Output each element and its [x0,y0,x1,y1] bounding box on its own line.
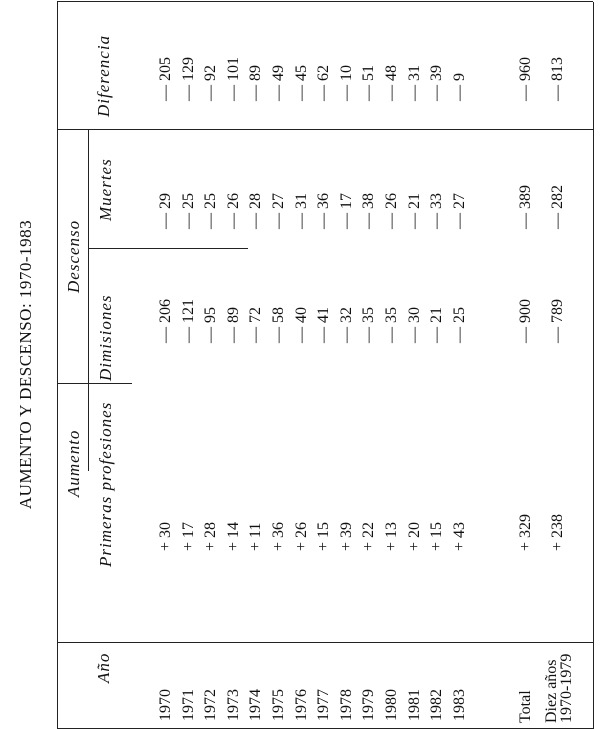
cell-primeras: + 17 [179,521,197,551]
cell-muertes: — 17 [337,193,355,229]
cell-diferencia: — 89 [247,65,265,101]
cell-primeras: + 28 [202,521,220,551]
cell-primeras: + 15 [428,521,446,551]
cell-year: 1975 [270,689,287,721]
cell-year: 1979 [360,689,378,721]
cell-year: 1980 [383,689,400,721]
cell-muertes: — 26 [383,193,400,229]
cell-diferencia: — 62 [315,65,333,101]
totals-label-line: 1970-1979 [558,653,575,723]
cell-dimisiones: — 58 [270,307,287,343]
cell-primeras: + 43 [450,521,468,551]
cell-primeras: + 20 [405,521,423,551]
totals-label [518,690,533,723]
cell-muertes: — 27 [450,193,468,229]
cell-primeras: + 30 [157,521,174,551]
header-descenso: Descenso [64,219,83,293]
cell-total-dimisiones: — 789 [549,299,566,343]
cell-year: 1983 [450,689,468,721]
header-rule-descenso [88,130,89,471]
cell-total-muertes: — 282 [549,185,566,229]
cell-year: 1981 [405,689,423,721]
cell-dimisiones: — 21 [428,307,446,343]
cell-year: 1970 [157,689,174,721]
cell-muertes: — 25 [179,193,197,229]
cell-diferencia: — 9 [450,73,468,101]
cell-diferencia: — 31 [405,65,423,101]
rule-right-edge [57,1,593,2]
cell-muertes: — 33 [428,193,446,229]
totals-label-line: Total [517,690,534,723]
cell-muertes: — 28 [247,193,265,229]
cell-dimisiones: — 89 [224,307,242,343]
page-title: AUMENTO Y DESCENSO: 1970-1983 [16,219,35,510]
cell-muertes: — 38 [360,193,378,229]
cell-dimisiones: — 40 [292,307,310,343]
cell-primeras: + 26 [292,521,310,551]
cell-dimisiones: — 25 [450,307,468,343]
cell-primeras: + 11 [247,522,265,551]
cell-dimisiones: — 32 [337,307,355,343]
cell-year: 1971 [179,689,197,721]
cell-muertes: — 36 [315,193,333,229]
cell-diferencia: — 49 [270,65,287,101]
table-bottom-rule [593,2,594,729]
cell-diferencia: — 205 [157,57,174,101]
cell-total-muertes: — 389 [517,185,534,229]
cell-primeras: + 39 [337,521,355,551]
header-diferencia: Diferencia [94,34,113,117]
cell-diferencia: — 129 [179,57,197,101]
cell-dimisiones: — 41 [315,307,333,343]
rule-diferencia-col [57,129,593,130]
cell-diferencia: — 51 [360,65,378,101]
cell-primeras: + 13 [383,521,400,551]
cell-year: 1976 [292,689,310,721]
header-year: Año [94,652,113,683]
cell-year: 1974 [247,689,265,721]
cell-total-dimisiones: — 900 [517,299,534,343]
header-muertes: Muertes [96,158,115,221]
cell-muertes: — 21 [405,193,423,229]
cell-muertes: — 25 [202,193,220,229]
cell-dimisiones: — 35 [383,307,400,343]
cell-year: 1978 [337,689,355,721]
table-top-rule [57,2,58,729]
cell-total-diferencia: — 813 [549,57,566,101]
header-primeras: Primeras profesiones [96,401,115,567]
rule-totals-sep [57,642,593,643]
cell-diferencia: — 45 [292,65,310,101]
totals-label-line: Diez años [543,659,560,723]
header-dimisiones: Dimisiones [96,294,115,381]
cell-muertes: — 26 [224,193,242,229]
cell-year: 1973 [224,689,242,721]
cell-muertes: — 29 [157,193,174,229]
cell-total-primeras: + 329 [517,513,534,551]
cell-primeras: + 36 [270,521,287,551]
cell-year: 1977 [315,689,333,721]
cell-diferencia: — 101 [224,57,242,101]
cell-year: 1982 [428,689,446,721]
cell-muertes: — 31 [292,193,310,229]
cell-year: 1972 [202,689,220,721]
header-aumento: Aumento [64,429,83,497]
cell-muertes: — 27 [270,193,287,229]
cell-diferencia: — 48 [383,65,400,101]
cell-diferencia: — 39 [428,65,446,101]
cell-primeras: + 22 [360,521,378,551]
cell-dimisiones: — 72 [247,307,265,343]
rule-muertes-col [88,248,248,249]
cell-primeras: + 14 [224,521,242,551]
cell-diferencia: — 10 [337,65,355,101]
cell-dimisiones: — 206 [157,299,174,343]
cell-total-primeras: + 238 [549,513,566,551]
rule-primeras-col [57,383,132,384]
cell-dimisiones: — 30 [405,307,423,343]
totals-label [544,654,574,723]
cell-diferencia: — 92 [202,65,220,101]
cell-dimisiones: — 121 [179,299,197,343]
cell-dimisiones: — 35 [360,307,378,343]
cell-total-diferencia: — 960 [517,57,534,101]
cell-dimisiones: — 95 [202,307,220,343]
cell-primeras: + 15 [315,521,333,551]
